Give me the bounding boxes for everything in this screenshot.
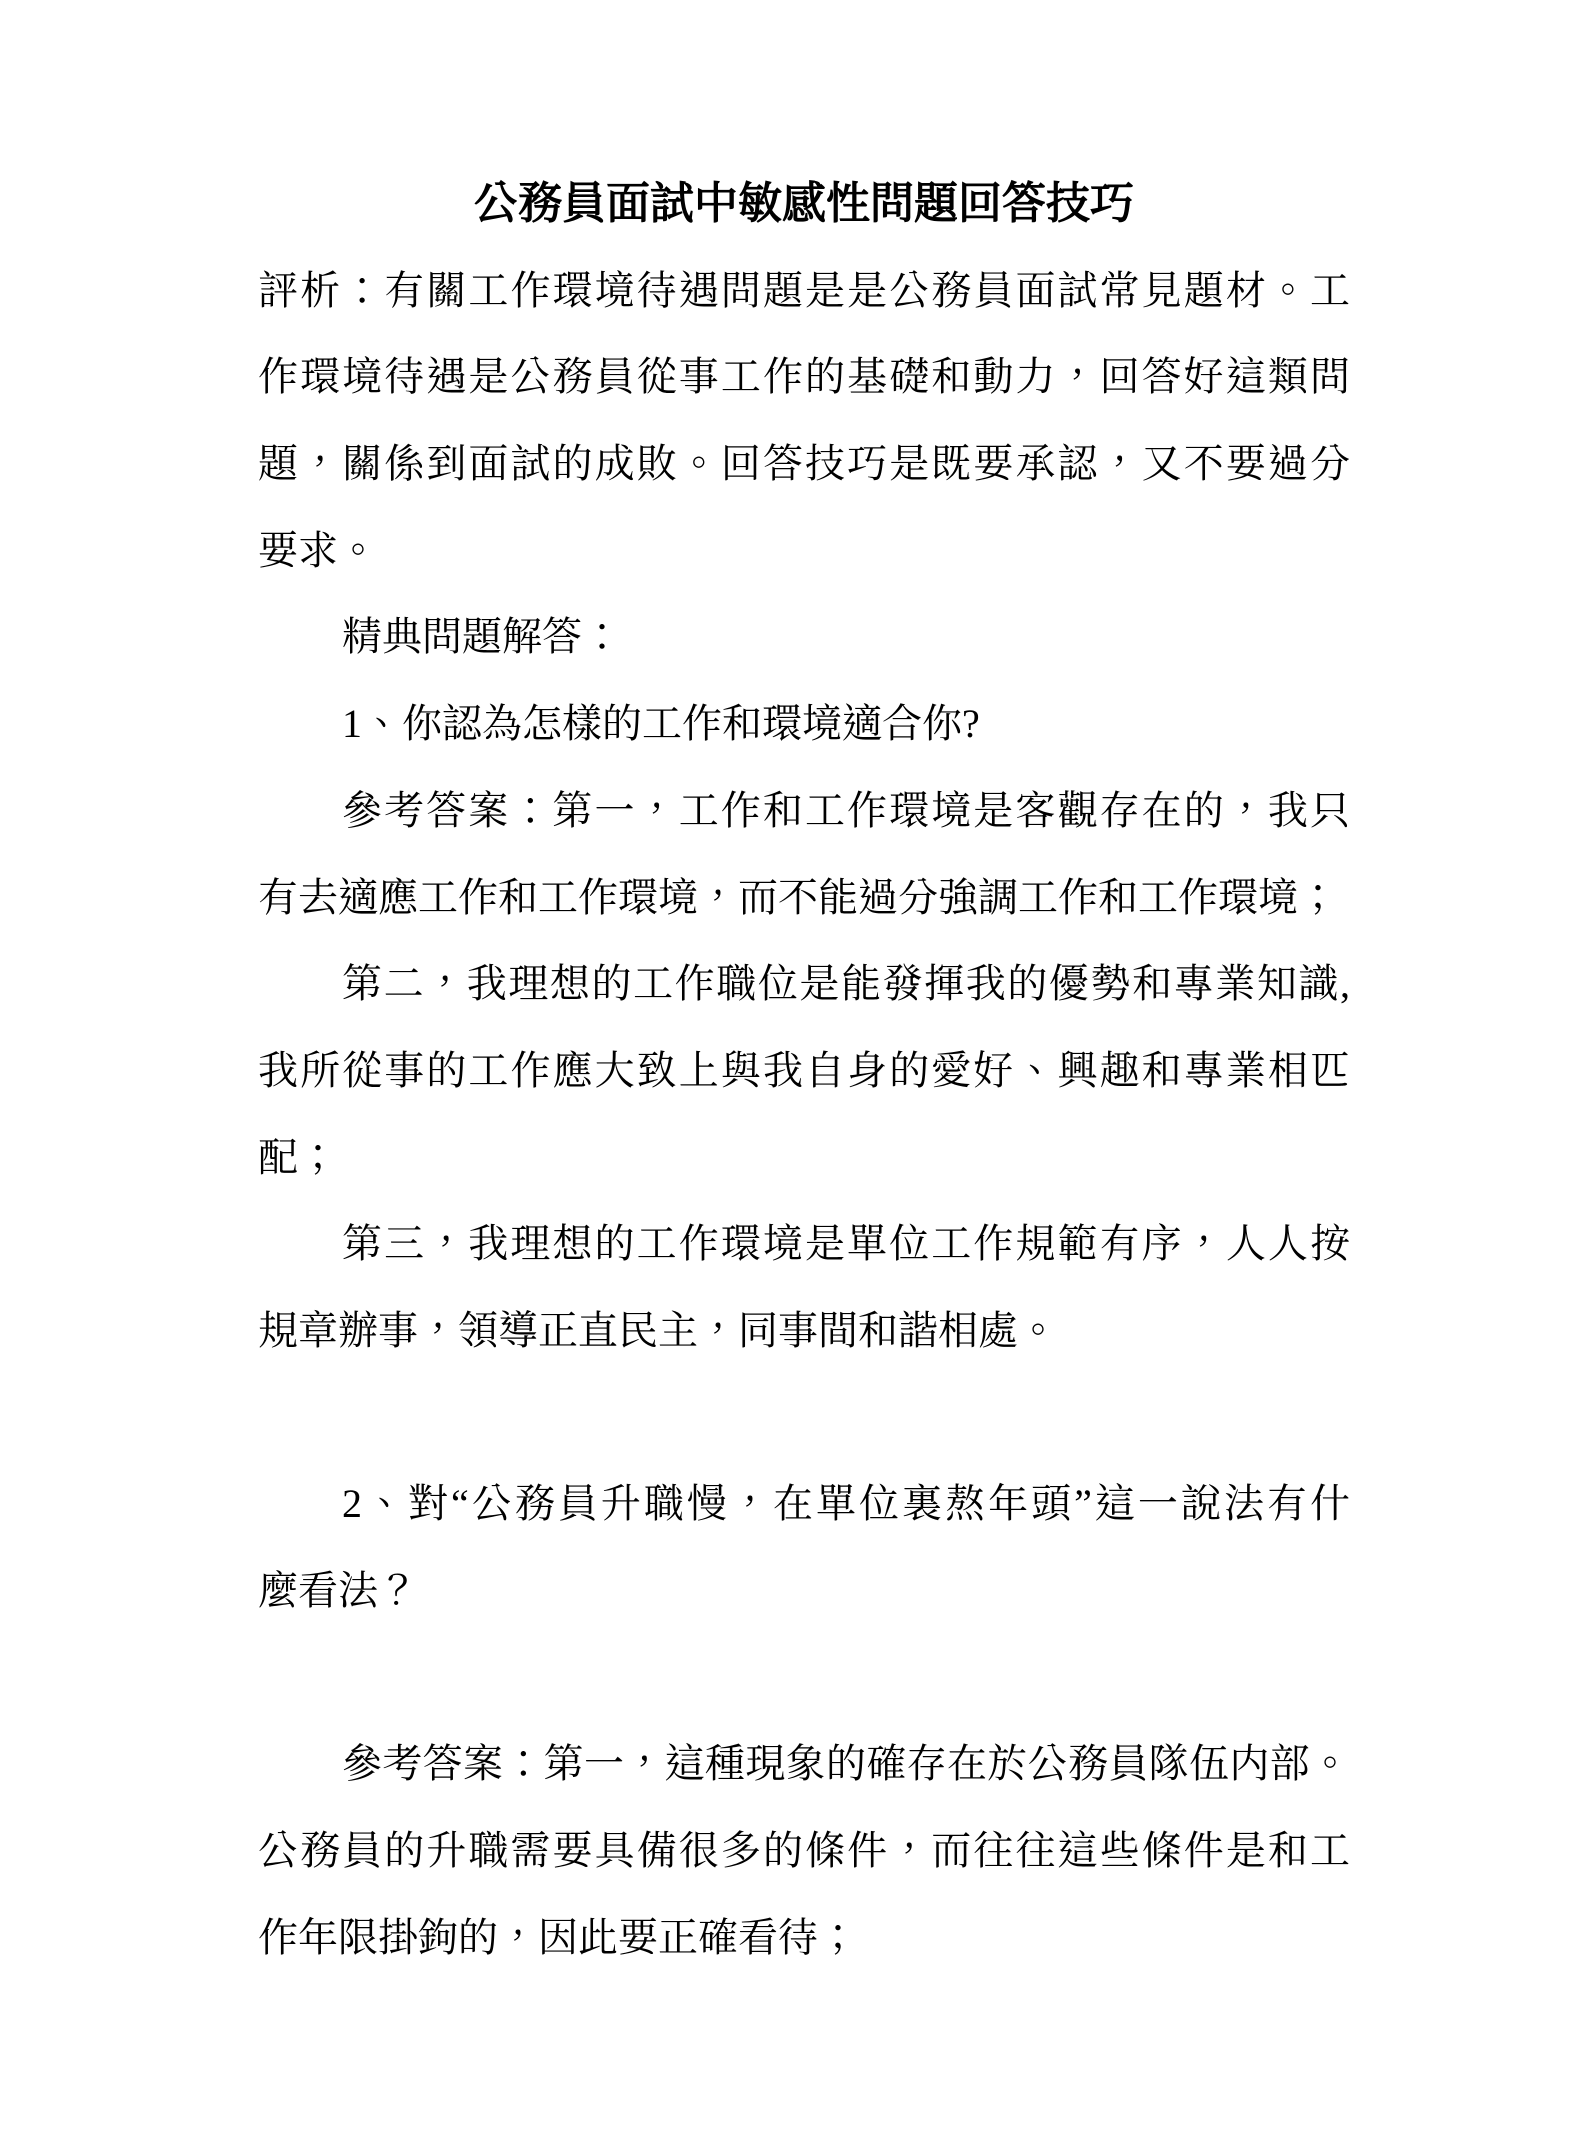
- document-title: 公務員面試中敏感性問題回答技巧: [474, 179, 1134, 228]
- blank-line: [258, 1375, 1350, 1462]
- text-line: 規章辦事，領導正直民主，同事間和諧相處。: [258, 1307, 1058, 1353]
- text-line: 作環境待遇是公務員從事工作的基礎和動力，回答好這類問: [258, 354, 1350, 400]
- text-line: 第二，我理想的工作職位是能發揮我的優勢和專業知識,: [342, 961, 1350, 1007]
- text-line: 麼看法？: [258, 1568, 418, 1613]
- text-line: 1、你認為怎樣的工作和環境適合你?: [342, 701, 980, 747]
- text-line: 2、對“公務員升職慢，在單位裏熬年頭”這一說法有什: [342, 1481, 1350, 1527]
- text-line: 第三，我理想的工作環境是單位工作規範有序，人人按: [342, 1221, 1350, 1267]
- text-line: 我所從事的工作應大致上與我自身的愛好、興趣和專業相匹: [258, 1047, 1350, 1093]
- blank-line: [258, 1635, 1350, 1722]
- text-line: 參考答案：第一，工作和工作環境是客觀存在的，我只: [342, 787, 1350, 833]
- text-line: 配；: [258, 1134, 338, 1180]
- text-line: 精典問題解答：: [342, 614, 622, 660]
- document-content: [258, 161, 1350, 1981]
- text-line: 公務員的升職需要具備很多的條件，而往往這些條件是和工: [258, 1828, 1350, 1874]
- text-line: 題，關係到面試的成敗。回答技巧是既要承認，又不要過分: [258, 441, 1350, 487]
- text-line: 參考答案：第一，這種現象的確存在於公務員隊伍内部。: [342, 1741, 1350, 1787]
- text-line: 要求。: [258, 527, 378, 573]
- text-line: 有去適應工作和工作環境，而不能過分強調工作和工作環境；: [258, 874, 1338, 920]
- text-line: 作年限掛鉤的，因此要正確看待；: [258, 1914, 858, 1960]
- document-body: [258, 248, 1350, 1982]
- text-line: 評析：有關工作環境待遇問題是是公務員面試常見題材。工: [258, 267, 1350, 313]
